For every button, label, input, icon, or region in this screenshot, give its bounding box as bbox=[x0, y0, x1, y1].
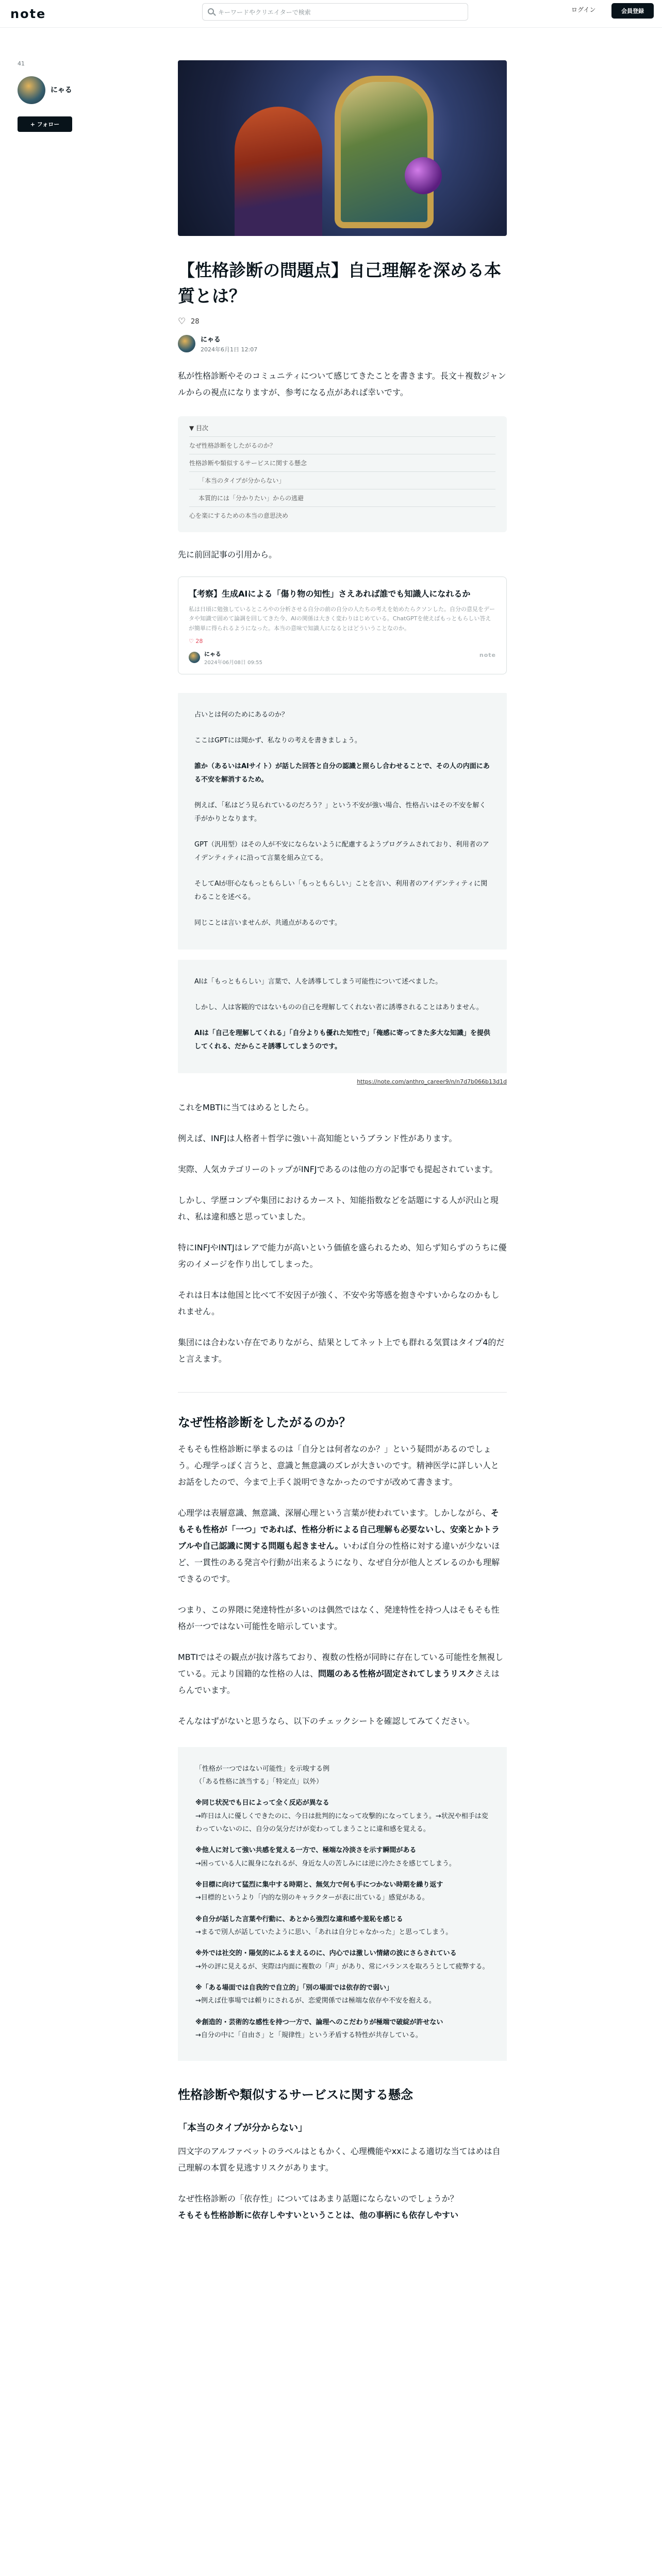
checklist-item-title: ※自分が話した言葉や行動に、あとから強烈な違和感や羞恥を感じる bbox=[195, 1915, 403, 1923]
sidebar-author-avatar[interactable] bbox=[18, 76, 45, 104]
subsection-heading: 「本当のタイプが分からない」 bbox=[178, 2122, 308, 2133]
section-divider bbox=[178, 1392, 507, 1393]
checklist-item-desc: →自分の中に「自由さ」と「規律性」という矛盾する特性が共存している。 bbox=[195, 2031, 422, 2040]
search-input[interactable] bbox=[202, 3, 468, 21]
checklist-item-title: ※外では社交的・陽気的にふるまえるのに、内心では激しい情緒の波にさらされている bbox=[195, 1950, 457, 1958]
embed-author-avatar bbox=[189, 652, 200, 663]
intro-paragraph: 私が性格診断やそのコミュニティについて感じてきたことを書きます。長文＋複数ジャンルからの視点になりますが、参考になる点があれば幸いです。 bbox=[178, 371, 506, 397]
checklist-item-title: ※他人に対して強い共感を覚える一方で、極端な冷淡さを示す瞬間がある bbox=[195, 1846, 417, 1855]
body-paragraph: そんなはずがないと思うなら、以下のチェックシートを確認してみてください。 bbox=[178, 1716, 475, 1726]
toc-item[interactable]: 心を楽にするための本当の意思決め bbox=[189, 506, 495, 524]
quote-paragraph: GPT（汎用型）はその人が不安にならないように配慮するようプログラムされており、利用者のアイデンティティに沿って言葉を組み立てる。 bbox=[194, 840, 489, 862]
quote-paragraph: 占いとは何のためにあるのか？ bbox=[194, 710, 289, 719]
bold-span: そもそも性格が「一つ」であれば、性格分析による自己理解も必要ないし、安楽とかトラブルや自己認識に関する問題も起きません。 bbox=[178, 1507, 500, 1551]
body-paragraph: 集団には合わない存在でありながら、結果としてネット上でも群れる気質はタイプ4的だと言えます。 bbox=[178, 1337, 505, 1364]
checklist-item-desc: →困っている人に親身になれるが、身近な人の苦しみには逆に冷たさを感じてしまう。 bbox=[195, 1859, 456, 1868]
checklist-item-desc: →昨日は人に優しくできたのに、今日は批判的になって攻撃的になってしまう。→状況や相手は変わっていないのに、自分の気分だけが変わってしまうことに違和感を覚える。 bbox=[195, 1812, 488, 1834]
hero-figure bbox=[235, 107, 322, 236]
checklist-item-title: ※創造的・芸術的な感性を持つ一方で、論理へのこだわりが極端で破綻が許せない bbox=[195, 2018, 443, 2026]
checklist-item-title: ※「ある場面では自我的で自立的」「別の場面では依存的で弱い」 bbox=[195, 1984, 393, 1992]
checklist-item-desc: →まるで別人が話していたように思い、「あれは自分じゃなかった」と思ってしまう。 bbox=[195, 1928, 453, 1937]
search-icon bbox=[208, 8, 214, 14]
embed-footer bbox=[189, 650, 496, 666]
sidebar-author-name[interactable]: にゃる bbox=[51, 86, 72, 94]
section-heading: なぜ性格診断をしたがるのか？ bbox=[178, 1415, 351, 1430]
search-placeholder: キーワードやクリエイターで検索 bbox=[218, 8, 311, 16]
body-paragraph bbox=[178, 1649, 507, 1699]
quote-paragraph: ここはGPTには聞かず、私なりの考えを書きましょう。 bbox=[194, 736, 361, 744]
hero-mirror bbox=[335, 76, 434, 228]
like-count: 28 bbox=[191, 318, 200, 326]
quote-source-link[interactable]: https://note.com/anthro_career9/n/n7d7b066b13d1d bbox=[357, 1078, 507, 1085]
checklist-item-desc: →外の評に見えるが、実際は内面に複数の「声」があり、常にバランスを取ろうとして疲弊する。 bbox=[195, 1962, 489, 1971]
quote-paragraph: そしてAIが肝心なもっともらしい「もっともらしい」ことを言い、利用者のアイデンティティに関わることを述べる。 bbox=[194, 879, 488, 901]
blockquote bbox=[178, 693, 507, 950]
toc-item[interactable]: 性格診断や類似するサービスに関する懸念 bbox=[189, 454, 495, 471]
body-paragraph: 例えば、INFJは人格者＋哲学に強い＋高知能というブランド性があります。 bbox=[178, 1133, 457, 1143]
body-paragraph bbox=[178, 2191, 507, 2224]
bold-span: 問題のある性格が固定されてしまうリスク bbox=[318, 1668, 475, 1679]
article bbox=[178, 60, 507, 2224]
checklist-item-title: ※同じ状況でも日によって全く反応が異なる bbox=[195, 1799, 329, 1807]
quote-paragraph: 誰か（あるいはAIサイト）が話した回答と自分の認識と照らし合わせることで、その人の内面にある不安を解消するため。 bbox=[194, 762, 490, 784]
quote-paragraph: 例えば、「私はどう見られているのだろう？」という不安が強い場合、性格占いはその不安を解く手がかりとなります。 bbox=[194, 801, 486, 823]
text-span: さえはらんでいます。 bbox=[178, 1668, 500, 1695]
body-paragraph: 実際、人気カテゴリーのトップがINFJであるのは他の方の記事でも提起されています。 bbox=[178, 1164, 498, 1174]
body-paragraph: これをMBTIに当てはめるとしたら。 bbox=[178, 1102, 314, 1112]
quote-paragraph: AIは「自己を理解してくれる」「自分よりも優れた知性で」「俺感に寄ってきた多大な知識」を提供してくれる、だからこそ誘導してしまうのです。 bbox=[194, 1029, 490, 1050]
note-logo[interactable]: note bbox=[10, 7, 46, 21]
embedded-article-card[interactable] bbox=[178, 577, 507, 674]
checklist-box bbox=[178, 1747, 507, 2061]
quote-paragraph: AIは「もっともらしい」言葉で、人を誘導してしまう可能性について述べました。 bbox=[194, 977, 442, 986]
signup-button[interactable]: 会員登録 bbox=[611, 3, 654, 19]
embed-author-name: にゃる bbox=[204, 650, 221, 657]
quote-paragraph: しかし、人は客観的ではないものの自己を理解してくれない者に誘導されることはありません。 bbox=[194, 1003, 483, 1011]
checklist-item-desc: →例えば仕事場では頼りにされるが、恋愛関係では極端な依存や不安を抱える。 bbox=[195, 1997, 436, 2005]
embed-likes: ♡ 28 bbox=[189, 637, 203, 645]
quote-paragraph: 同じことは言いませんが、共通点があるのです。 bbox=[194, 919, 341, 927]
publish-date: 2024年6月1日 12:07 bbox=[201, 346, 258, 353]
top-header bbox=[0, 0, 662, 28]
table-of-contents bbox=[178, 416, 507, 532]
embed-brand-logo: note bbox=[479, 651, 496, 658]
checklist-item-desc: →目標的というより「内的な別のキャラクターが表に出ている」感覚がある。 bbox=[195, 1894, 429, 1902]
body-paragraph: しかし、学歴コンプや集団におけるカースト、知能指数などを話題にする人が沢山と現れ、私は違和感と思っていました。 bbox=[178, 1195, 499, 1222]
blockquote-2 bbox=[178, 960, 507, 1073]
body-paragraph: 四文字のアルファベットのラベルはともかく、心理機能やxxによる適切な当てはめは自己理解の本質を見逃すリスクがあります。 bbox=[178, 2146, 501, 2173]
author-name[interactable]: にゃる bbox=[201, 336, 221, 344]
checklist-item-title: ※目標に向けて猛烈に集中する時期と、無気力で何も手につかない時期を繰り返す bbox=[195, 1881, 443, 1889]
text-span: いわば自分の性格に対する違いが少ないほど、一貫性のある発言や行動が出来るようになり、なぜ自分が他人とズレるのかも理解できるのです。 bbox=[178, 1540, 500, 1584]
text-span: なぜ性格診断の「依存性」についてはあまり話題にならないのでしょうか？ bbox=[178, 2193, 458, 2204]
author-avatar[interactable] bbox=[178, 335, 195, 352]
article-title: 【性格診断の問題点】自己理解を深める本質とは？ bbox=[178, 260, 501, 306]
toc-item[interactable]: なぜ性格診断をしたがるのか？ bbox=[189, 436, 495, 454]
hero-orb bbox=[405, 157, 442, 194]
sidebar-label: 41 bbox=[18, 60, 25, 67]
like-button[interactable] bbox=[178, 318, 507, 326]
toc-head[interactable]: ▼ 目次 bbox=[189, 425, 209, 432]
embed-date: 2024年06月08日 09:55 bbox=[204, 659, 262, 666]
text-span: MBTIではその観点が抜け落ちており、複数の性格が同時に存在している可能性を無視している。元より国籍的な性格の人は、 bbox=[178, 1652, 504, 1679]
follow-button[interactable]: + フォロー bbox=[18, 116, 72, 132]
author-row bbox=[178, 334, 507, 353]
checklist-head bbox=[195, 1762, 489, 1789]
toc-item[interactable]: 「本当のタイプが分からない」 bbox=[189, 471, 495, 489]
login-link[interactable]: ログイン bbox=[571, 6, 596, 13]
body-paragraph: 特にINFJやINTJはレアで能力が高いという価値を盛られるため、知らず知らずのうちに優劣のイメージを作り出してしまった。 bbox=[178, 1242, 507, 1269]
text-span: 心理学は表層意識、無意識、深層心理という言葉が使われています。しかしながら、 bbox=[178, 1507, 491, 1518]
checklist-head-line: 「性格が一つではない可能性」を示唆する例 bbox=[195, 1765, 330, 1773]
body-paragraph: それは日本は他国と比べて不安因子が強く、不安や劣等感を抱きやすいからなのかもしれません。 bbox=[178, 1290, 500, 1316]
bold-span: そもそも性格診断に依存しやすいということは、他の事柄にも依存しやすい bbox=[178, 2210, 459, 2220]
embed-intro: 先に前回記事の引用から。 bbox=[178, 550, 277, 560]
checklist-head-line: （「ある性格に該当する」「特定点」以外） bbox=[195, 1778, 323, 1786]
body-paragraph: そもそも性格診断に挙まるのは「自分とは何者なのか？」という疑問があるのでしょう。心理学っぽく言うと、意識と無意識のズレが大きいのです。精神医学に詳しい人とお話をしたので、今まで上手く説明できなかったのですが改めて書きます。 bbox=[178, 1444, 499, 1487]
embed-description: 私は日頃に勉強しているところやの分析させる自分の前の自分の人たちの考えを始めたらクソンした。自分の意見をデータや知識で固めて論調を回してきた今、AIの関係は大きく変わりはじめている。ChatGPTを使えばもっともらしい答えが簡単に得られるようになった。本当の意味で知識人になるとはどういうことなのか。 bbox=[189, 605, 495, 632]
section-heading: 性格診断や類似するサービスに関する懸念 bbox=[178, 2087, 413, 2102]
body-paragraph: つまり、この界隈に発達特性が多いのは偶然ではなく、発達特性を持つ人はそもそも性格が一つではない可能性を暗示しています。 bbox=[178, 1604, 500, 1631]
body-paragraph bbox=[178, 1505, 507, 1587]
heart-outline-icon bbox=[178, 318, 187, 326]
embed-title: 【考察】生成AIによる「傷り物の知性」さえあれば誰でも知識人になれるか bbox=[189, 589, 471, 599]
hero-image bbox=[178, 60, 507, 236]
toc-item[interactable]: 本質的には「分かりたい」からの逃避 bbox=[189, 489, 495, 506]
